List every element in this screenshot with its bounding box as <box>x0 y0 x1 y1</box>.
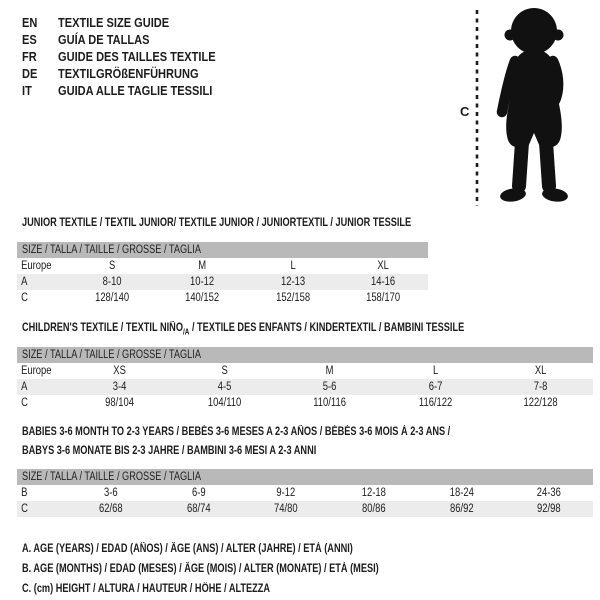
language-row <box>22 65 243 82</box>
language-code: FR <box>22 49 37 64</box>
size-cell: 158/170 <box>365 292 400 304</box>
row-label: Europe <box>21 260 52 272</box>
table-row-europe <box>17 363 593 379</box>
language-row <box>22 48 243 65</box>
language-row <box>22 82 243 99</box>
size-cell: S <box>221 365 228 377</box>
note-height: C. (cm) HEIGHT / ALTURA / HAUTEUR / HÖHE / ALTEZZA <box>22 583 271 595</box>
size-cell: 7-8 <box>533 381 548 393</box>
table-header-text: SIZE / TALLA / TAILLE / GRÖSSE / TAGLIA <box>22 349 201 361</box>
size-cell: 6-7 <box>428 381 443 393</box>
row-label: Europe <box>21 365 52 377</box>
table-header-text: SIZE / TALLA / TAILLE / GRÖSSE / TAGLIA <box>22 244 201 256</box>
table-header-bar <box>17 469 593 485</box>
row-label: A <box>21 381 28 393</box>
size-cell: 8-10 <box>102 276 122 288</box>
table-header-bar <box>17 242 428 258</box>
note-age-months: B. AGE (MONTHS) / EDAD (MESES) / ÂGE (MOIS) / ALTER (MONATE) / ETÀ (MESI) <box>22 563 379 575</box>
size-cell: 80/86 <box>362 503 386 515</box>
size-cell: M <box>326 365 334 377</box>
language-code: EN <box>22 15 38 30</box>
size-cell: 24-36 <box>537 487 562 499</box>
note-age-years: A. AGE (YEARS) / EDAD (AÑOS) / ÂGE (ANS) / ALTER (JAHRE) / ETÀ (ANNI) <box>22 543 353 555</box>
table-row-b <box>17 485 593 501</box>
row-label: C <box>21 397 28 409</box>
size-cell: XL <box>377 260 389 272</box>
size-cell: L <box>432 365 438 377</box>
children-size-table <box>17 347 593 411</box>
baby-silhouette-graphic <box>450 4 595 216</box>
size-cell: L <box>289 260 296 272</box>
size-cell: XL <box>534 365 547 377</box>
table-header-text: SIZE / TALLA / TAILLE / GRÖSSE / TAGLIA <box>22 471 201 483</box>
size-cell: XS <box>113 365 126 377</box>
size-cell: M <box>198 260 207 272</box>
junior-size-table <box>17 242 428 306</box>
size-cell: 140/152 <box>185 292 220 304</box>
size-cell: 5-6 <box>323 381 337 393</box>
size-cell: 10-12 <box>190 276 215 288</box>
size-cell: 18-24 <box>449 487 474 499</box>
babies-size-table <box>17 469 593 517</box>
language-title: GUIDE DES TAILLES TEXTILE <box>58 49 216 64</box>
babies-table-title: BABIES 3-6 MONTH TO 2-3 YEARS / BEBÉS 3-6 MESES A 2-3 AÑOS / BÉBÉS 3-6 MOIS À 2-3 ANS / BABYS 3-6 MONATE BIS 2-3 JAHRE / BAMBINI 3-6 MESI A 2-3 ANNI <box>22 426 451 457</box>
size-cell: 86/92 <box>449 503 474 515</box>
size-cell: 12-18 <box>361 487 386 499</box>
language-code: ES <box>22 32 37 47</box>
children-table-title: CHILDREN'S TEXTILE / TEXTIL $NIÑO_{/A}$ / TEXTILE DES ENFANTS / KINDERTEXTIL / BAMBINI TESSILE <box>22 322 465 337</box>
table-row-europe <box>17 258 428 274</box>
size-cell: 116/122 <box>418 397 452 409</box>
size-cell: 4-5 <box>217 381 232 393</box>
size-cell: S <box>108 260 116 272</box>
baby-silhouette <box>499 8 569 203</box>
size-cell: 92/98 <box>537 503 561 515</box>
table-row-a <box>17 379 593 395</box>
size-cell: 6-9 <box>191 487 206 499</box>
row-label: B <box>21 487 28 499</box>
row-label: A <box>21 276 28 288</box>
table-row-c <box>17 395 593 411</box>
size-cell: 3-6 <box>104 487 118 499</box>
table-row-a <box>17 274 428 290</box>
junior-table-title: JUNIOR TEXTILE / TEXTIL JUNIOR/ TEXTILE JUNIOR / JUNIORTEXTIL / JUNIOR TESSILE <box>22 217 412 229</box>
size-cell: 128/140 <box>95 292 130 304</box>
language-list <box>22 14 243 99</box>
size-cell: 9-12 <box>276 487 296 499</box>
row-label: C <box>21 292 28 304</box>
language-title: GUÍA DE TALLAS <box>58 32 150 47</box>
language-title: GUIDA ALLE TAGLIE TESSILI <box>58 83 213 98</box>
table-row-c <box>17 501 593 517</box>
size-cell: 62/68 <box>99 503 123 515</box>
table-row-c <box>17 290 428 306</box>
size-cell: 12-13 <box>280 276 305 288</box>
height-measure-label: C <box>460 104 470 119</box>
language-title: TEXTILGRÖßENFÜHRUNG <box>58 66 199 81</box>
language-code: IT <box>22 83 32 98</box>
legend-notes <box>22 539 468 599</box>
row-label: C <box>21 503 28 515</box>
language-title: TEXTILE SIZE GUIDE <box>58 15 170 30</box>
size-cell: 68/74 <box>186 503 211 515</box>
size-cell: 122/128 <box>523 397 558 409</box>
height-figure <box>450 4 595 216</box>
size-cell: 104/110 <box>208 397 242 409</box>
size-cell: 14-16 <box>370 276 395 288</box>
language-row <box>22 14 243 31</box>
size-cell: 74/80 <box>274 503 298 515</box>
size-cell: 98/104 <box>105 397 135 409</box>
language-code: DE <box>22 66 38 81</box>
language-row <box>22 31 243 48</box>
size-cell: 3-4 <box>112 381 127 393</box>
size-cell: 152/158 <box>275 292 310 304</box>
size-cell: 110/116 <box>313 397 347 409</box>
table-header-bar <box>17 347 593 363</box>
